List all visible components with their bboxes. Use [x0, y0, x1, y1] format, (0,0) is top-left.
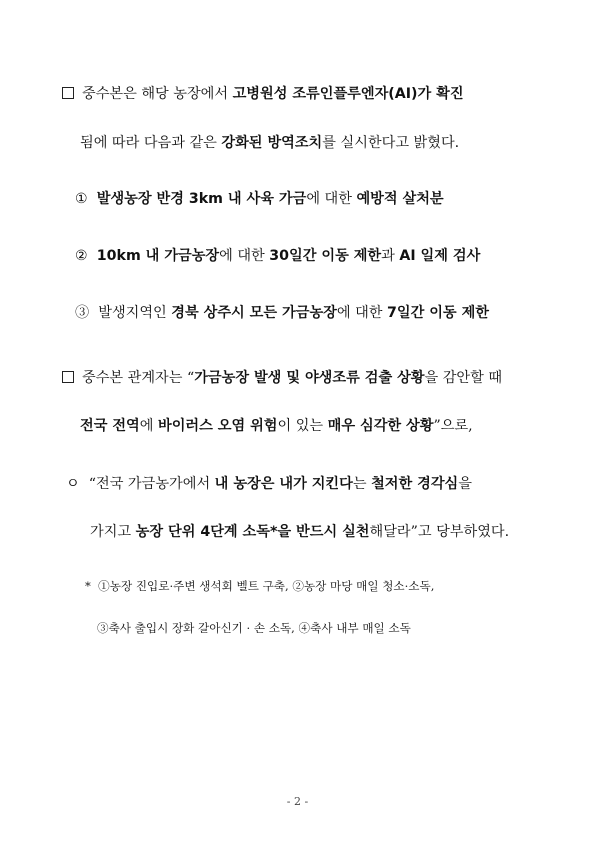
footnote-line2: ③축사 출입시 장화 갈아신기 · 손 소독, ④축사 내부 매일 소독	[97, 621, 411, 635]
measure-item-2: ② 10km 내 가금농장에 대한 30일간 이동 제한과 AI 일제 검사	[75, 248, 481, 264]
footnote-line1: * ①농장 진입로·주변 생석회 벨트 구축, ②농장 마당 매일 청소·소독,	[85, 579, 435, 593]
para1-line2: 됨에 따라 다음과 같은 강화된 방역조치를 실시한다고 밝혔다.	[80, 135, 460, 151]
footnote-star: *	[85, 579, 91, 593]
square-bullet-icon	[62, 87, 74, 99]
para2-line1: 중수본 관계자는 “가금농장 발생 및 야생조류 검출 상황을 감안할 때	[62, 368, 502, 388]
measure-item-3: ③ 발생지역인 경북 상주시 모든 가금농장에 대한 7일간 이동 제한	[75, 305, 489, 321]
para3-line1: ㅇ “전국 가금농가에서 내 농장은 내가 지킨다는 철저한 경각심을	[66, 476, 472, 492]
square-bullet-icon	[62, 371, 74, 383]
para3-line2: 가지고 농장 단위 4단계 소독*을 반드시 실천해달라”고 당부하였다.	[90, 524, 510, 540]
para2-line2: 전국 전역에 바이러스 오염 위험이 있는 매우 심각한 상황”으로,	[80, 418, 473, 434]
page-number: - 2 -	[286, 795, 309, 808]
circle-bullet-icon: ㅇ	[66, 476, 80, 492]
measure-item-1: ① 발생농장 반경 3km 내 사육 가금에 대한 예방적 살처분	[75, 191, 444, 207]
para1-line1: 중수본은 해당 농장에서 고병원성 조류인플루엔자(AI)가 확진	[62, 84, 464, 104]
